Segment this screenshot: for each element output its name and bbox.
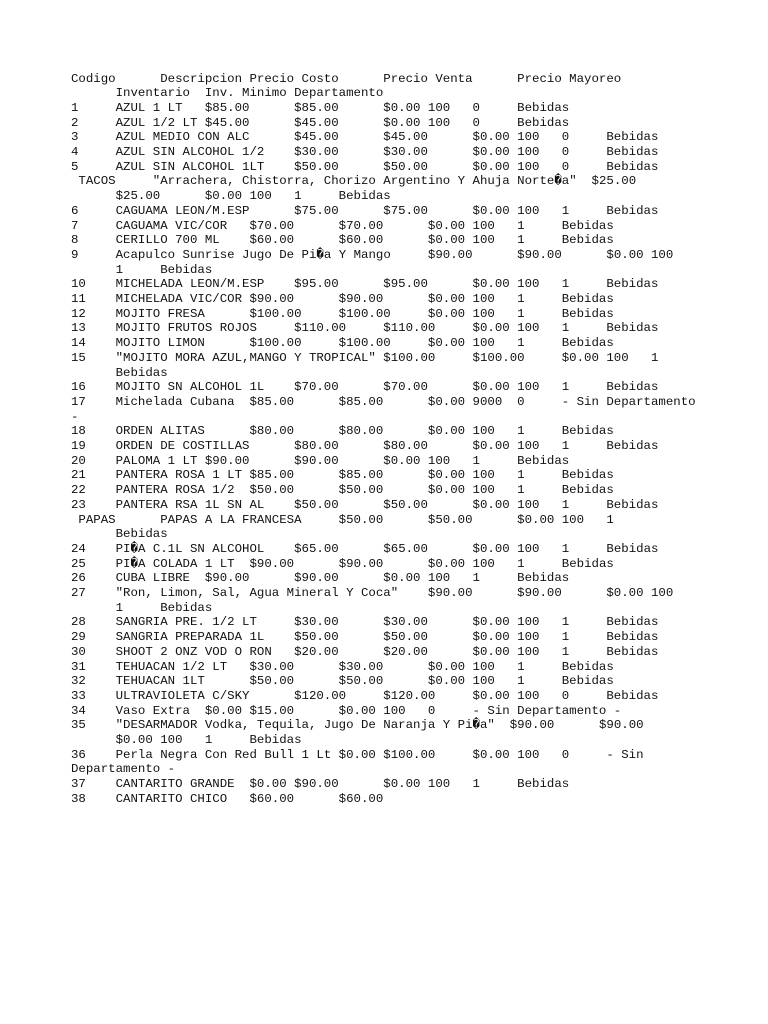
product-line: 35 "DESARMADOR Vodka, Tequila, Jugo De Naranja Y Pi�a" $90.00 $90.00 bbox=[71, 718, 644, 733]
product-line: $25.00 $0.00 100 1 Bebidas bbox=[71, 189, 391, 204]
product-line: 27 "Ron, Limon, Sal, Agua Mineral Y Coca" $90.00 $90.00 $0.00 100 bbox=[71, 586, 674, 600]
product-line: 6 CAGUAMA LEON/M.ESP $75.00 $75.00 $0.00 100 1 Bebidas bbox=[71, 203, 659, 218]
product-line: 29 SANGRIA PREPARADA 1L $50.00 $50.00 $0.00 100 1 Bebidas bbox=[71, 630, 659, 645]
product-line: 38 CANTARITO CHICO $60.00 $60.00 bbox=[71, 791, 384, 806]
product-line: 20 PALOMA 1 LT $90.00 $90.00 $0.00 100 1 Bebidas bbox=[71, 453, 570, 468]
product-line: 18 ORDEN ALITAS $80.00 $80.00 $0.00 100 1 Bebidas bbox=[71, 424, 614, 439]
product-line: PAPAS PAPAS A LA FRANCESA $50.00 $50.00 $0.00 100 1 bbox=[71, 512, 614, 527]
product-line: 19 ORDEN DE COSTILLAS $80.00 $80.00 $0.00 100 1 Bebidas bbox=[71, 439, 659, 453]
product-line: 22 PANTERA ROSA 1/2 $50.00 $50.00 $0.00 100 1 Bebidas bbox=[71, 483, 614, 498]
product-line: 11 MICHELADA VIC/COR $90.00 $90.00 $0.00 100 1 Bebidas bbox=[71, 292, 614, 306]
product-line: 14 MOJITO LIMON $100.00 $100.00 $0.00 100 1 Bebidas bbox=[71, 336, 614, 351]
product-line: 23 PANTERA RSA 1L SN AL $50.00 $50.00 $0.00 100 1 Bebidas bbox=[71, 497, 659, 512]
product-line: 8 CERILLO 700 ML $60.00 $60.00 $0.00 100 1 Bebidas bbox=[71, 233, 614, 248]
product-line: 10 MICHELADA LEON/M.ESP $95.00 $95.00 $0.00 100 1 Bebidas bbox=[71, 277, 659, 292]
product-line: 1 Bebidas bbox=[71, 600, 213, 615]
product-line: 1 AZUL 1 LT $85.00 $85.00 $0.00 100 0 Bebidas bbox=[71, 100, 570, 115]
product-line: 33 ULTRAVIOLETA C/SKY $120.00 $120.00 $0.00 100 0 Bebidas bbox=[71, 688, 659, 703]
product-line: 4 AZUL SIN ALCOHOL 1/2 $30.00 $30.00 $0.00 100 0 Bebidas bbox=[71, 145, 659, 159]
product-line: 30 SHOOT 2 ONZ VOD O RON $20.00 $20.00 $0.00 100 1 Bebidas bbox=[71, 644, 659, 659]
product-line: 13 MOJITO FRUTOS ROJOS $110.00 $110.00 $0.00 100 1 Bebidas bbox=[71, 321, 659, 336]
product-line: Bebidas bbox=[71, 527, 168, 542]
product-line: 32 TEHUACAN 1LT $50.00 $50.00 $0.00 100 1 Bebidas bbox=[71, 674, 614, 689]
product-line: 5 AZUL SIN ALCOHOL 1LT $50.00 $50.00 $0.00 100 0 Bebidas bbox=[71, 159, 659, 174]
product-line: 3 AZUL MEDIO CON ALC $45.00 $45.00 $0.00 100 0 Bebidas bbox=[71, 130, 659, 145]
product-line: 12 MOJITO FRESA $100.00 $100.00 $0.00 100 1 Bebidas bbox=[71, 306, 614, 321]
product-line: Bebidas bbox=[71, 365, 168, 380]
product-line: 15 "MOJITO MORA AZUL,MANGO Y TROPICAL" $100.00 $100.00 $0.00 100 1 bbox=[71, 350, 659, 365]
product-line: - bbox=[71, 409, 79, 424]
product-line: 7 CAGUAMA VIC/COR $70.00 $70.00 $0.00 100 1 Bebidas bbox=[71, 218, 614, 233]
product-line: 2 AZUL 1/2 LT $45.00 $45.00 $0.00 100 0 Bebidas bbox=[71, 115, 570, 130]
product-line: TACOS "Arrachera, Chistorra, Chorizo Argentino Y Ahuja Norte�a" $25.00 bbox=[71, 174, 637, 189]
product-line: 24 PI�A C.1L SN ALCOHOL $65.00 $65.00 $0.00 100 1 Bebidas bbox=[71, 541, 659, 556]
product-line: 16 MOJITO SN ALCOHOL 1L $70.00 $70.00 $0.00 100 1 Bebidas bbox=[71, 380, 659, 395]
product-line: 17 Michelada Cubana $85.00 $85.00 $0.00 9000 0 - Sin Departamento bbox=[71, 394, 696, 409]
product-line: 31 TEHUACAN 1/2 LT $30.00 $30.00 $0.00 100 1 Bebidas bbox=[71, 659, 614, 674]
product-line: 21 PANTERA ROSA 1 LT $85.00 $85.00 $0.00 100 1 Bebidas bbox=[71, 468, 614, 483]
product-line: 9 Acapulco Sunrise Jugo De Pi�a Y Mango $90.00 $90.00 $0.00 100 bbox=[71, 247, 674, 262]
product-line: 25 PI�A COLADA 1 LT $90.00 $90.00 $0.00 100 1 Bebidas bbox=[71, 556, 614, 571]
product-line: 1 Bebidas bbox=[71, 262, 213, 277]
product-line: 26 CUBA LIBRE $90.00 $90.00 $0.00 100 1 Bebidas bbox=[71, 571, 570, 586]
product-line: Departamento - bbox=[71, 762, 176, 777]
product-line: 28 SANGRIA PRE. 1/2 LT $30.00 $30.00 $0.00 100 1 Bebidas bbox=[71, 615, 659, 630]
product-line: $0.00 100 1 Bebidas bbox=[71, 733, 302, 747]
product-line: 34 Vaso Extra $0.00 $15.00 $0.00 100 0 - Sin Departamento - bbox=[71, 703, 622, 718]
header-line: Codigo Descripcion Precio Costo Precio Venta Precio Mayoreo bbox=[71, 71, 622, 86]
header-line: Inventario Inv. Minimo Departamento bbox=[71, 86, 384, 101]
product-line: 37 CANTARITO GRANDE $0.00 $90.00 $0.00 100 1 Bebidas bbox=[71, 777, 570, 792]
product-line: 36 Perla Negra Con Red Bull 1 Lt $0.00 $100.00 $0.00 100 0 - Sin bbox=[71, 747, 644, 762]
